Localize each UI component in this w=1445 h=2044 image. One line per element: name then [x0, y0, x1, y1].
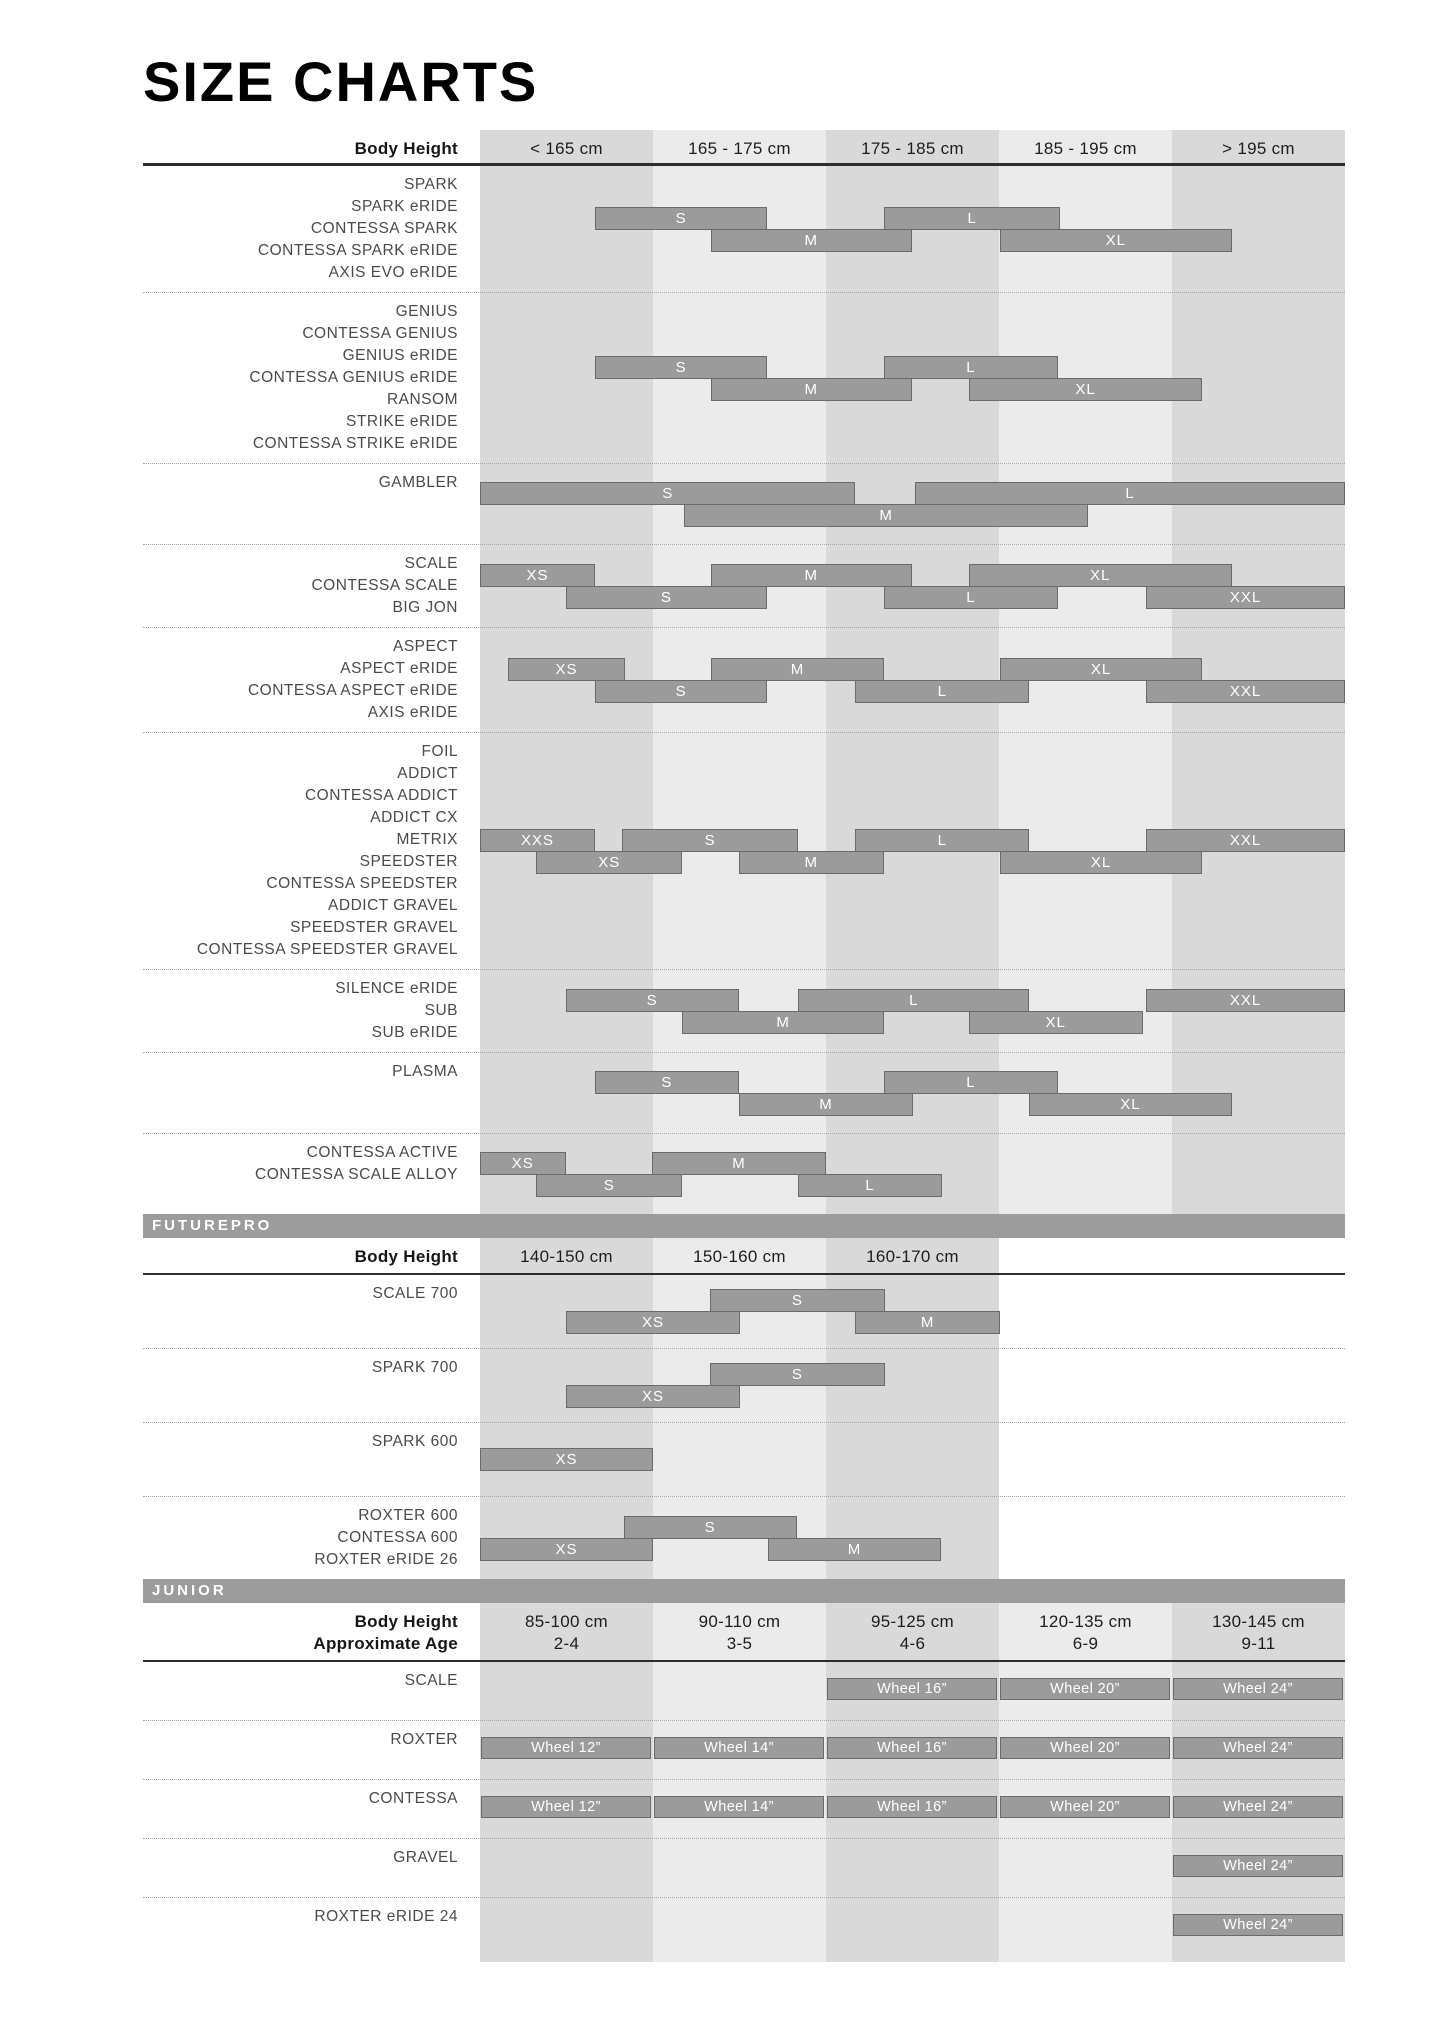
- size-bar-area: [480, 978, 1345, 1044]
- model-label-list: [143, 1788, 480, 1826]
- size-bar-xxs: XXS: [480, 829, 595, 852]
- model-label: CONTESSA SCALE ALLOY: [255, 1166, 458, 1183]
- model-label: ROXTER 600: [358, 1507, 458, 1524]
- size-bar-s: S: [536, 1174, 682, 1197]
- wheel-bar-wheel-20: Wheel 20”: [1000, 1678, 1170, 1700]
- section-main: [143, 130, 1345, 1214]
- size-bar-l: L: [884, 207, 1060, 230]
- model-label-list: [143, 1729, 480, 1767]
- size-bar-row: [480, 1385, 1345, 1408]
- column-header: [653, 138, 826, 160]
- model-group: [143, 1349, 1345, 1423]
- column-header: [1172, 138, 1345, 160]
- column-header-line: 90-110 cm: [698, 1612, 781, 1631]
- model-label: SILENCE eRIDE: [335, 980, 458, 997]
- size-bar-xxl: XXL: [1146, 680, 1345, 703]
- size-bar-area: [480, 1283, 1345, 1340]
- size-bar-s: S: [622, 829, 798, 852]
- body-height-label: [143, 138, 480, 160]
- body-height-label: [143, 1611, 480, 1655]
- size-bar-area: [480, 174, 1345, 284]
- size-bar-row: [480, 1071, 1345, 1094]
- model-label: CONTESSA SPEEDSTER GRAVEL: [196, 941, 458, 958]
- model-group: [143, 628, 1345, 733]
- model-label: CONTESSA: [368, 1790, 458, 1807]
- size-bar-area: [480, 1670, 1345, 1708]
- model-group: [143, 1780, 1345, 1839]
- model-label: CONTESSA 600: [337, 1529, 458, 1546]
- wheel-bar-wheel-24: Wheel 24”: [1173, 1737, 1343, 1759]
- size-bar-s: S: [566, 586, 768, 609]
- section-band-junior: JUNIOR: [143, 1579, 1345, 1603]
- wheel-bar-wheel-24: Wheel 24”: [1173, 1914, 1343, 1936]
- column-header-line: 2-4: [553, 1634, 580, 1653]
- section-band-futurepro: FUTUREPRO: [143, 1214, 1345, 1238]
- size-bar-row: [480, 1311, 1345, 1334]
- model-group: [143, 1053, 1345, 1134]
- model-label: CONTESSA GENIUS eRIDE: [249, 369, 458, 386]
- size-bar-row: [480, 829, 1345, 852]
- model-label: SPARK: [404, 176, 458, 193]
- size-bar-xl: XL: [1000, 229, 1232, 252]
- size-bar-area: [480, 1505, 1345, 1571]
- model-label-list: [143, 636, 480, 724]
- column-header-line: 85-100 cm: [524, 1612, 609, 1631]
- size-bar-xs: XS: [508, 658, 626, 681]
- size-bar-xl: XL: [969, 1011, 1143, 1034]
- size-bar-area: [480, 1061, 1345, 1125]
- model-label: ADDICT GRAVEL: [328, 897, 458, 914]
- model-label: CONTESSA SCALE: [311, 577, 458, 594]
- model-label: GAMBLER: [378, 474, 458, 491]
- size-bar-row: [480, 586, 1345, 609]
- size-bar-area: [480, 1729, 1345, 1767]
- size-bar-area: [480, 553, 1345, 619]
- model-group: [143, 1497, 1345, 1579]
- model-label-list: [143, 1357, 480, 1414]
- column-header-line: > 195 cm: [1222, 139, 1295, 158]
- size-bar-area: [480, 1142, 1345, 1206]
- header-label-line: Body Height: [354, 1247, 458, 1266]
- size-bar-l: L: [855, 829, 1029, 852]
- size-bar-row: [480, 356, 1345, 379]
- wheel-bar-wheel-14: Wheel 14”: [654, 1796, 824, 1818]
- size-bar-l: L: [798, 989, 1029, 1012]
- wheel-bar-wheel-16: Wheel 16”: [827, 1678, 997, 1700]
- model-label-list: [143, 1505, 480, 1571]
- wheel-bar-wheel-20: Wheel 20”: [1000, 1737, 1170, 1759]
- size-bar-row: [480, 1363, 1345, 1386]
- size-bar-m: M: [739, 1093, 914, 1116]
- size-bar-area: [480, 741, 1345, 961]
- size-bar-area: [480, 1431, 1345, 1488]
- column-header: [653, 1246, 826, 1268]
- model-group: [143, 733, 1345, 970]
- model-group: [143, 1134, 1345, 1214]
- size-bar-xs: XS: [480, 564, 595, 587]
- model-label: CONTESSA ASPECT eRIDE: [247, 682, 458, 699]
- size-bar-m: M: [652, 1152, 826, 1175]
- size-bar-l: L: [915, 482, 1345, 505]
- model-label: CONTESSA STRIKE eRIDE: [252, 435, 458, 452]
- model-label: SCALE: [404, 1672, 458, 1689]
- size-bar-row: [480, 564, 1345, 587]
- size-bar-xxl: XXL: [1146, 989, 1345, 1012]
- wheel-bar-wheel-16: Wheel 16”: [827, 1796, 997, 1818]
- body-height-header: [143, 1238, 1345, 1275]
- size-bar-row: [480, 229, 1345, 252]
- column-header: [999, 1611, 1172, 1655]
- model-label: STRIKE eRIDE: [346, 413, 458, 430]
- model-label: ADDICT: [397, 765, 458, 782]
- model-label-list: [143, 1061, 480, 1125]
- column-header-line: 6-9: [1072, 1634, 1099, 1653]
- size-bar-row: [480, 1516, 1345, 1539]
- size-bar-xs: XS: [566, 1311, 741, 1334]
- size-bar-m: M: [711, 658, 884, 681]
- column-header-line: 95-125 cm: [870, 1612, 955, 1631]
- section-futurepro: [143, 1238, 1345, 1579]
- model-label: CONTESSA SPARK: [310, 220, 458, 237]
- model-label: SPARK eRIDE: [351, 198, 458, 215]
- model-label-list: [143, 1142, 480, 1206]
- size-bar-row: [480, 1855, 1345, 1877]
- size-bar-xs: XS: [566, 1385, 741, 1408]
- model-group: [143, 970, 1345, 1053]
- model-group: [143, 1423, 1345, 1497]
- model-label-list: [143, 1670, 480, 1708]
- size-bar-l: L: [884, 356, 1058, 379]
- size-bar-m: M: [682, 1011, 884, 1034]
- model-group: [143, 166, 1345, 293]
- column-header-line: 3-5: [726, 1634, 753, 1653]
- size-bar-row: [480, 1914, 1345, 1936]
- model-label: CONTESSA SPARK eRIDE: [257, 242, 458, 259]
- model-group: [143, 545, 1345, 628]
- size-bar-m: M: [855, 1311, 999, 1334]
- size-bar-xs: XS: [480, 1152, 566, 1175]
- size-bar-area: [480, 1906, 1345, 1944]
- size-bar-row: [480, 680, 1345, 703]
- size-bar-row: [480, 1538, 1345, 1561]
- size-bar-row: [480, 207, 1345, 230]
- wheel-bar-wheel-16: Wheel 16”: [827, 1737, 997, 1759]
- size-bar-xl: XL: [969, 564, 1232, 587]
- size-bar-row: [480, 1289, 1345, 1312]
- size-bar-row: [480, 1152, 1345, 1175]
- column-header-line: 9-11: [1241, 1634, 1276, 1653]
- model-label: CONTESSA ADDICT: [304, 787, 458, 804]
- wheel-bar-wheel-14: Wheel 14”: [654, 1737, 824, 1759]
- column-header-line: 165 - 175 cm: [688, 139, 791, 158]
- column-header: [480, 1246, 653, 1268]
- wheel-bar-wheel-24: Wheel 24”: [1173, 1855, 1343, 1877]
- size-bar-xxl: XXL: [1146, 829, 1345, 852]
- model-label: SUB eRIDE: [371, 1024, 458, 1041]
- size-bar-s: S: [624, 1516, 797, 1539]
- size-bar-row: [480, 1796, 1345, 1818]
- wheel-bar-wheel-24: Wheel 24”: [1173, 1796, 1343, 1818]
- size-bar-row: [480, 1448, 1345, 1471]
- model-label: METRIX: [396, 831, 458, 848]
- model-label-list: [143, 301, 480, 455]
- model-group: [143, 1721, 1345, 1780]
- size-bar-l: L: [884, 586, 1058, 609]
- size-bar-area: [480, 1788, 1345, 1826]
- model-label: AXIS EVO eRIDE: [328, 264, 458, 281]
- size-bar-xs: XS: [536, 851, 682, 874]
- body-height-header: [143, 130, 1345, 166]
- size-bar-row: [480, 378, 1345, 401]
- column-header-line: 150-160 cm: [693, 1247, 786, 1266]
- size-bar-row: [480, 482, 1345, 505]
- size-bar-s: S: [566, 989, 739, 1012]
- column-header: [480, 1611, 653, 1655]
- wheel-bar-wheel-20: Wheel 20”: [1000, 1796, 1170, 1818]
- size-bar-m: M: [768, 1538, 941, 1561]
- size-bar-xl: XL: [1029, 1093, 1231, 1116]
- model-group: [143, 464, 1345, 545]
- header-label-line: Approximate Age: [313, 1634, 458, 1653]
- model-label: ROXTER eRIDE 26: [314, 1551, 458, 1568]
- column-header: [999, 138, 1172, 160]
- model-group: [143, 1662, 1345, 1721]
- size-bar-row: [480, 1093, 1345, 1116]
- column-header-line: 4-6: [899, 1634, 926, 1653]
- size-bar-m: M: [684, 504, 1088, 527]
- column-header-line: 140-150 cm: [520, 1247, 613, 1266]
- column-header-line: 160-170 cm: [866, 1247, 959, 1266]
- wheel-bar-wheel-12: Wheel 12”: [481, 1737, 651, 1759]
- size-bar-xl: XL: [1000, 851, 1202, 874]
- size-bar-s: S: [710, 1363, 885, 1386]
- size-bar-area: [480, 301, 1345, 455]
- size-chart-sections: [0, 130, 1445, 1962]
- model-label-list: [143, 978, 480, 1044]
- column-header-line: < 165 cm: [530, 139, 603, 158]
- size-bar-s: S: [595, 207, 767, 230]
- size-bar-row: [480, 504, 1345, 527]
- model-label: CONTESSA SPEEDSTER: [266, 875, 458, 892]
- column-header-line: 120-135 cm: [1039, 1612, 1132, 1631]
- size-bar-s: S: [595, 1071, 739, 1094]
- model-label-list: [143, 1906, 480, 1944]
- size-bar-l: L: [884, 1071, 1058, 1094]
- size-bar-row: [480, 658, 1345, 681]
- model-label: ASPECT eRIDE: [340, 660, 458, 677]
- column-header-line: 130-145 cm: [1212, 1612, 1305, 1631]
- size-bar-xl: XL: [1000, 658, 1202, 681]
- size-bar-xl: XL: [969, 378, 1203, 401]
- column-header: [826, 138, 999, 160]
- size-bar-row: [480, 1011, 1345, 1034]
- header-label-line: Body Height: [354, 1612, 458, 1631]
- model-label: ROXTER eRIDE 24: [314, 1908, 458, 1925]
- model-label-list: [143, 1431, 480, 1488]
- model-group: [143, 1275, 1345, 1349]
- model-label: ADDICT CX: [370, 809, 458, 826]
- size-bar-l: L: [798, 1174, 942, 1197]
- column-header: [826, 1611, 999, 1655]
- size-bar-s: S: [595, 680, 767, 703]
- model-label-list: [143, 472, 480, 536]
- model-label-list: [143, 174, 480, 284]
- body-height-label: [143, 1246, 480, 1268]
- size-bar-row: [480, 1678, 1345, 1700]
- model-label: FOIL: [421, 743, 458, 760]
- section-junior: [143, 1603, 1345, 1962]
- model-label: SPARK 700: [371, 1359, 458, 1376]
- model-label: SCALE: [404, 555, 458, 572]
- model-label: PLASMA: [392, 1063, 458, 1080]
- size-bar-s: S: [710, 1289, 885, 1312]
- wheel-bar-wheel-12: Wheel 12”: [481, 1796, 651, 1818]
- model-label: SPEEDSTER GRAVEL: [290, 919, 458, 936]
- column-header: [826, 1246, 999, 1268]
- size-bar-area: [480, 472, 1345, 536]
- model-label: ROXTER: [390, 1731, 458, 1748]
- size-bar-xs: XS: [480, 1448, 653, 1471]
- model-label: CONTESSA GENIUS: [302, 325, 458, 342]
- model-label: CONTESSA ACTIVE: [306, 1144, 458, 1161]
- model-label: GENIUS eRIDE: [342, 347, 458, 364]
- column-header: [653, 1611, 826, 1655]
- size-bar-xs: XS: [480, 1538, 653, 1561]
- model-label: BIG JON: [392, 599, 458, 616]
- model-label: SCALE 700: [372, 1285, 458, 1302]
- size-bar-row: [480, 1737, 1345, 1759]
- body-height-header: [143, 1603, 1345, 1662]
- size-bar-s: S: [480, 482, 855, 505]
- model-label: AXIS eRIDE: [367, 704, 458, 721]
- size-bar-m: M: [711, 229, 912, 252]
- column-header-line: 175 - 185 cm: [861, 139, 964, 158]
- model-group: [143, 1839, 1345, 1898]
- model-label: SPEEDSTER: [359, 853, 458, 870]
- model-label-list: [143, 741, 480, 961]
- header-label-line: Body Height: [354, 139, 458, 158]
- model-label-list: [143, 1283, 480, 1340]
- model-label: ASPECT: [392, 638, 458, 655]
- model-label: SPARK 600: [371, 1433, 458, 1450]
- size-bar-row: [480, 989, 1345, 1012]
- model-group: [143, 1898, 1345, 1962]
- model-label: GENIUS: [395, 303, 458, 320]
- size-bar-m: M: [711, 378, 912, 401]
- size-bar-row: [480, 1174, 1345, 1197]
- page-title: SIZE CHARTS: [143, 50, 539, 113]
- size-bar-xxl: XXL: [1146, 586, 1345, 609]
- wheel-bar-wheel-24: Wheel 24”: [1173, 1678, 1343, 1700]
- size-bar-area: [480, 1847, 1345, 1885]
- size-bar-l: L: [855, 680, 1029, 703]
- size-bar-area: [480, 1357, 1345, 1414]
- size-bar-row: [480, 851, 1345, 874]
- column-header-line: 185 - 195 cm: [1034, 139, 1137, 158]
- model-group: [143, 293, 1345, 464]
- model-label-list: [143, 1847, 480, 1885]
- size-bar-m: M: [739, 851, 884, 874]
- size-bar-area: [480, 636, 1345, 724]
- column-header: [480, 138, 653, 160]
- model-label: SUB: [424, 1002, 458, 1019]
- size-bar-m: M: [711, 564, 912, 587]
- column-header: [1172, 1611, 1345, 1655]
- model-label-list: [143, 553, 480, 619]
- model-label: RANSOM: [386, 391, 458, 408]
- model-label: GRAVEL: [393, 1849, 458, 1866]
- size-bar-s: S: [595, 356, 767, 379]
